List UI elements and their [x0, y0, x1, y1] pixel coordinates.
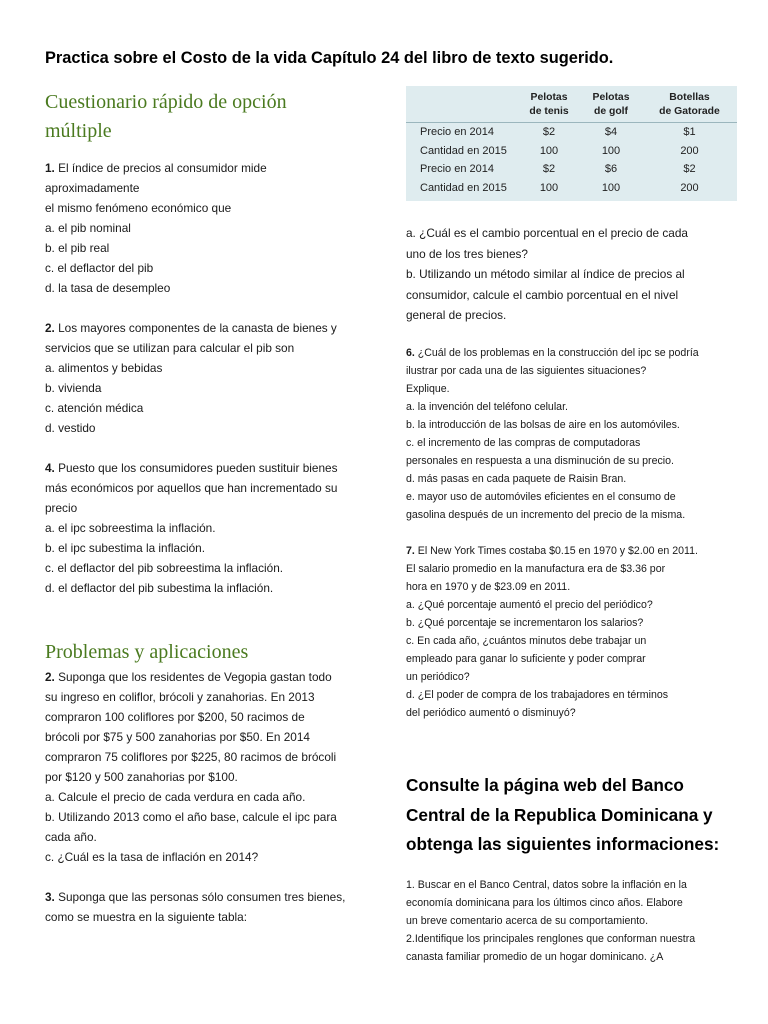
- table-cell: $2: [542, 163, 556, 175]
- table-row: [406, 160, 737, 179]
- question-text-line: b. Utilizando un método similar al índice de precios al: [406, 267, 685, 281]
- answer-option: d. más pasas en cada paquete de Raisin Bran.: [406, 473, 627, 485]
- answer-option: a. el pib nominal: [45, 221, 131, 235]
- question-text-line: a. ¿Cuál es el cambio porcentual en el precio de cada: [406, 226, 688, 240]
- table-cell: 100: [601, 181, 621, 194]
- banco-heading-line: Central de la Republica Dominicana y: [406, 804, 713, 825]
- problem-3: [45, 887, 375, 927]
- answer-option: un periódico?: [406, 671, 470, 683]
- problem-text-line: b. Utilizando 2013 como el año base, calcule el ipc para: [45, 810, 337, 824]
- problem-text-line: por $120 y 500 zanahorias por $100.: [45, 770, 238, 784]
- answer-option: b. el pib real: [45, 241, 110, 255]
- table-cell: 200: [680, 144, 699, 157]
- problem-text-line: brócoli por $75 y 500 zanahorias por $50. En 2014: [45, 730, 310, 744]
- question-text-line: general de precios.: [406, 308, 507, 322]
- question-text-line: El índice de precios al consumidor mide: [58, 161, 267, 175]
- question-text-line: servicios que se utilizan para calcular el pib son: [45, 341, 295, 355]
- banco-central-heading: [406, 771, 746, 860]
- row-label: Precio en 2014: [420, 126, 494, 138]
- task-text-line: un breve comentario acerca de su comportamiento.: [406, 915, 649, 927]
- question-number: 6.: [406, 347, 415, 359]
- table-cell: $6: [604, 163, 618, 175]
- answer-option: c. el incremento de las compras de computadoras: [406, 437, 641, 449]
- question-text-line: aproximadamente: [45, 181, 140, 195]
- problem-text-line: compraron 75 coliflores por $225, 80 racimos de brócoli: [45, 750, 337, 764]
- answer-option: c. En cada año, ¿cuántos minutos debe trabajar un: [406, 635, 647, 647]
- question-text-line: Puesto que los consumidores pueden sustituir bienes: [58, 461, 338, 475]
- table-cell: 100: [539, 181, 559, 194]
- question-text-line: precio: [45, 501, 78, 515]
- question-text-line: ilustrar por cada una de las siguientes situaciones?: [406, 365, 647, 377]
- answer-option: d. el deflactor del pib subestima la inflación.: [45, 581, 274, 595]
- task-text-line: 1. Buscar en el Banco Central, datos sobre la inflación en la: [406, 879, 687, 891]
- answer-option: b. el ipc subestima la inflación.: [45, 541, 205, 555]
- answer-option: a. alimentos y bebidas: [45, 361, 163, 375]
- table-header: Pelotas de golf: [580, 86, 642, 123]
- problem-text-line: c. ¿Cuál es la tasa de inflación en 2014?: [45, 850, 259, 864]
- question-number: 2.: [45, 321, 55, 335]
- quiz-heading: [45, 88, 287, 146]
- row-label: Cantidad en 2015: [420, 181, 507, 194]
- question-text-line: El salario promedio en la manufactura era de $3.36 por: [406, 563, 666, 575]
- row-label: Precio en 2014: [420, 163, 494, 175]
- problems-list: [45, 667, 375, 927]
- question-text-line: ¿Cuál de los problemas en la construcción del ipc se podría: [417, 347, 699, 359]
- problem-number: 3.: [45, 890, 55, 904]
- problems-heading: Problemas y aplicaciones: [45, 641, 249, 663]
- question-text-line: Los mayores componentes de la canasta de bienes y: [58, 321, 337, 335]
- problem-number: 2.: [45, 670, 55, 684]
- table-row: [406, 123, 737, 142]
- table-row: [406, 142, 737, 161]
- problem-text-line: su ingreso en coliflor, brócoli y zanahorias. En 2013: [45, 690, 315, 704]
- answer-option: b. vivienda: [45, 381, 102, 395]
- table-header: Botellas de Gatorade: [642, 86, 737, 123]
- answer-option: a. el ipc sobreestima la inflación.: [45, 521, 216, 535]
- answer-option: c. el deflactor del pib: [45, 261, 154, 275]
- answer-option: personales en respuesta a una disminución de su precio.: [406, 455, 674, 467]
- table-cell: 200: [680, 181, 699, 194]
- question-2: [45, 318, 375, 438]
- question-7: [406, 542, 746, 722]
- question-text-line: consumidor, calcule el cambio porcentual en el nivel: [406, 287, 679, 302]
- question-text-line: Explique.: [406, 383, 450, 395]
- problem-text-line: cada año.: [45, 830, 97, 844]
- table-header: Pelotas de tenis: [518, 86, 580, 123]
- quiz-heading-line-1: Cuestionario rápido de opción: [45, 91, 287, 113]
- question-number: 7.: [406, 545, 415, 557]
- answer-option: d. ¿El poder de compra de los trabajadores en términos: [406, 689, 669, 701]
- task-text-line: canasta familiar promedio de un hogar dominicano. ¿A: [406, 951, 664, 963]
- question-text-line: el mismo fenómeno económico que: [45, 201, 232, 215]
- goods-table: [406, 86, 737, 201]
- table-cell: $4: [604, 126, 618, 138]
- table-cell: 100: [539, 144, 559, 157]
- answer-option: c. atención médica: [45, 401, 144, 415]
- task-text-line: economía dominicana para los últimos cinco años. Elabore: [406, 897, 683, 909]
- question-text-line: más económicos por aquellos que han incrementado su: [45, 481, 338, 495]
- task-text-line: 2.Identifique los principales renglones que conforman nuestra: [406, 933, 696, 945]
- table-cell: $1: [683, 126, 696, 138]
- table-header-empty: [406, 86, 518, 123]
- quiz-questions: [45, 158, 375, 598]
- answer-option: b. la introducción de las bolsas de aire en los automóviles.: [406, 419, 680, 431]
- banco-heading-line: Consulte la página web del Banco: [406, 775, 684, 795]
- problem-text-line: Suponga que los residentes de Vegopia gastan todo: [58, 670, 332, 684]
- answer-option: empleado para ganar lo suficiente y poder comprar: [406, 653, 646, 665]
- answer-option: gasolina después de un incremento del precio de la misma.: [406, 509, 686, 521]
- question-4: [45, 458, 375, 598]
- question-number: 1.: [45, 161, 55, 175]
- answer-option: b. ¿Qué porcentaje se incrementaron los salarios?: [406, 617, 644, 629]
- quiz-heading-line-2: múltiple: [45, 120, 112, 142]
- answer-option: a. ¿Qué porcentaje aumentó el precio del periódico?: [406, 599, 653, 611]
- problem-text-line: a. Calcule el precio de cada verdura en cada año.: [45, 790, 306, 804]
- question-text-line: hora en 1970 y de $23.09 en 2011.: [406, 581, 571, 593]
- table-row: [406, 179, 737, 198]
- table-cell: $2: [542, 126, 556, 138]
- question-6: [406, 344, 746, 524]
- row-label: Cantidad en 2015: [420, 144, 507, 157]
- problem-text-line: compraron 100 coliflores por $200, 50 racimos de: [45, 710, 305, 724]
- answer-option: d. vestido: [45, 421, 96, 435]
- page-title: Practica sobre el Costo de la vida Capítulo 24 del libro de texto sugerido.: [45, 49, 614, 67]
- answer-option: c. el deflactor del pib sobreestima la inflación.: [45, 561, 284, 575]
- answer-option: a. la invención del teléfono celular.: [406, 401, 568, 413]
- table-cell: 100: [601, 144, 621, 157]
- problem-2: [45, 667, 375, 867]
- banco-central-tasks: [406, 876, 751, 966]
- answer-option: d. la tasa de desempleo: [45, 281, 171, 295]
- question-1: [45, 158, 375, 298]
- answer-option: e. mayor uso de automóviles eficientes en el consumo de: [406, 491, 676, 503]
- banco-heading-line: obtenga las siguientes informaciones:: [406, 834, 720, 854]
- table-cell: $2: [683, 163, 696, 175]
- answer-option: del periódico aumentó o disminuyó?: [406, 707, 576, 719]
- table-questions: [406, 223, 746, 326]
- question-text-line: uno de los tres bienes?: [406, 246, 528, 261]
- problem-text-line: como se muestra en la siguiente tabla:: [45, 910, 247, 924]
- goods-table-grid: [406, 86, 737, 197]
- question-text-line: El New York Times costaba $0.15 en 1970 y $2.00 en 2011.: [417, 545, 698, 557]
- question-number: 4.: [45, 461, 55, 475]
- problem-text-line: Suponga que las personas sólo consumen tres bienes,: [58, 890, 346, 904]
